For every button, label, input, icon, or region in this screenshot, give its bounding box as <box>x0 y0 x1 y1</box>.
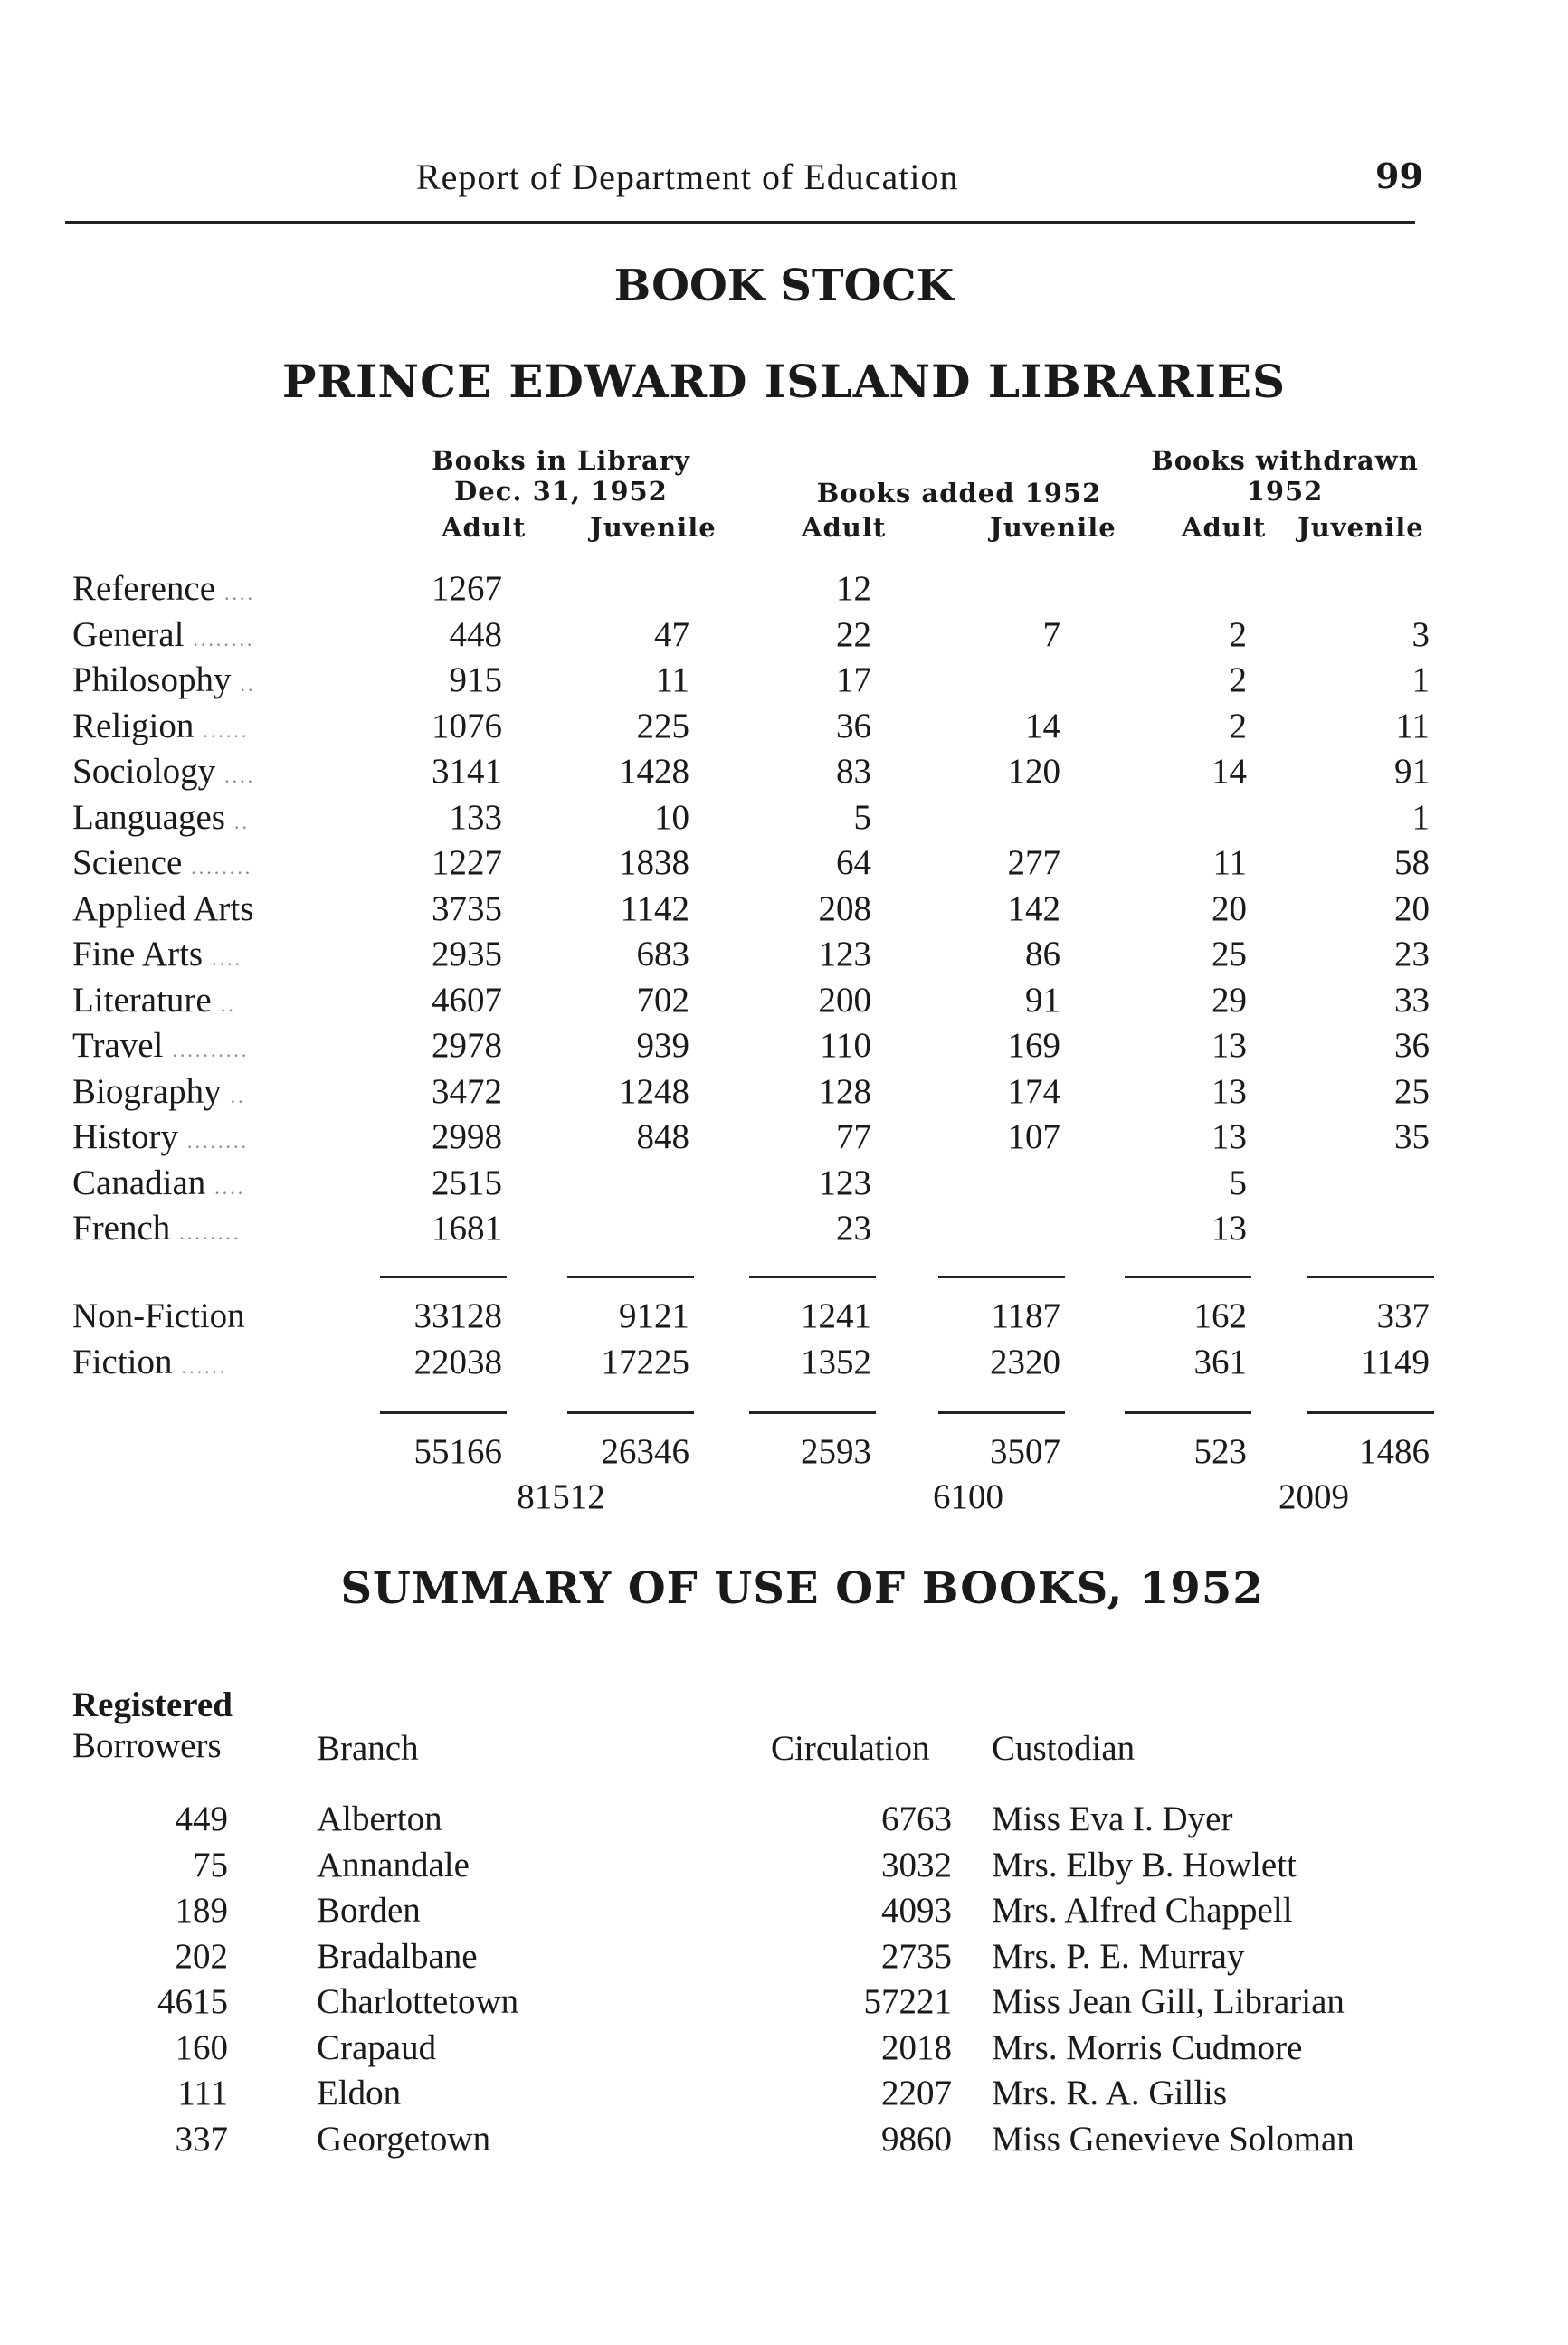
total-cell: 3507 <box>990 1432 1060 1471</box>
circulation-cell: 3032 <box>881 1845 952 1885</box>
row-category <box>72 660 256 700</box>
dot-leader: ........ <box>193 627 255 650</box>
table-cell: 174 <box>1007 1071 1060 1111</box>
table-cell: 107 <box>1007 1117 1060 1156</box>
table-row <box>0 1071 1568 1116</box>
custodian-cell: Mrs. R. A. Gillis <box>992 2074 1228 2112</box>
borrowers-cell: 75 <box>193 1845 228 1885</box>
table-row <box>0 980 1568 1025</box>
table-cell: 337 <box>1376 1296 1430 1335</box>
branch-cell: Charlottetown <box>317 1982 519 2021</box>
category-label: Non-Fiction <box>72 1296 245 1335</box>
table-cell: 9121 <box>619 1296 689 1335</box>
dot-leader: ........ <box>191 856 253 878</box>
table-cell: 1076 <box>432 706 502 745</box>
table-cell: 14 <box>1025 706 1060 745</box>
circulation-cell: 2018 <box>881 2027 952 2067</box>
category-label: Philosophy <box>72 660 232 699</box>
circulation-cell: 4093 <box>881 1891 952 1930</box>
table-cell: 1227 <box>432 843 502 882</box>
table-row <box>0 1936 1568 1981</box>
category-label: French <box>72 1209 171 1248</box>
table-row <box>0 2073 1568 2118</box>
table-cell: 2978 <box>432 1026 502 1065</box>
header-registered-borrowers: Registered Borrowers <box>72 1685 233 1765</box>
table-cell: 1267 <box>432 569 502 608</box>
total-rule <box>749 1276 876 1278</box>
table-cell: 1149 <box>1360 1342 1430 1381</box>
table-cell: 33 <box>1394 980 1430 1020</box>
dot-leader: .. <box>220 992 236 1016</box>
total-rule <box>567 1276 694 1278</box>
table-cell: 3472 <box>432 1071 502 1111</box>
table-row <box>0 1845 1568 1890</box>
category-label: Languages <box>72 797 225 837</box>
table-row <box>0 1296 1568 1341</box>
table-cell: 13 <box>1212 1117 1247 1156</box>
table-cell: 20 <box>1212 888 1247 928</box>
table-cell: 1142 <box>620 888 689 928</box>
table-cell: 13 <box>1212 1209 1247 1248</box>
table-row <box>0 1116 1568 1162</box>
borrowers-cell: 189 <box>175 1891 228 1930</box>
table-cell: 13 <box>1212 1026 1247 1065</box>
row-category <box>72 706 249 746</box>
borrowers-cell: 111 <box>177 2074 228 2112</box>
table-cell: 1248 <box>619 1071 689 1111</box>
custodian-cell: Miss Jean Gill, Librarian <box>992 1982 1345 2021</box>
dot-leader: ........ <box>179 1221 242 1244</box>
category-label: Applied Arts <box>72 888 254 928</box>
table-cell: 91 <box>1394 752 1430 791</box>
table-cell: 361 <box>1193 1342 1247 1381</box>
category-label: Science <box>72 843 183 882</box>
total-cell: 26346 <box>601 1432 689 1471</box>
table-row <box>0 660 1568 705</box>
row-category <box>72 1342 228 1382</box>
branch-cell: Borden <box>317 1891 421 1930</box>
row-category <box>72 980 236 1021</box>
sub-header-adult: Adult <box>1182 512 1267 543</box>
table-cell: 133 <box>449 797 502 837</box>
dot-leader: .... <box>224 764 256 787</box>
grand-total-cell: 2009 <box>1278 1477 1349 1516</box>
table-cell: 169 <box>1007 1026 1060 1065</box>
table-cell: 11 <box>1212 843 1247 882</box>
dot-leader: ........ <box>187 1130 249 1153</box>
branch-cell: Alberton <box>317 1799 442 1838</box>
table-cell: 3735 <box>432 888 502 928</box>
table-cell: 36 <box>1394 1026 1430 1065</box>
table-cell: 848 <box>636 1117 689 1156</box>
row-category <box>72 842 252 883</box>
table-row <box>0 614 1568 660</box>
total-rule <box>380 1411 507 1414</box>
table-cell: 1681 <box>432 1209 502 1248</box>
sub-header-adult: Adult <box>442 512 527 543</box>
dot-leader: .. <box>230 1084 246 1107</box>
table-cell: 200 <box>818 980 871 1020</box>
table-cell: 2 <box>1229 660 1247 699</box>
table-cell: 1187 <box>991 1296 1060 1335</box>
custodian-cell: Mrs. Morris Cudmore <box>992 2027 1303 2067</box>
header-circulation: Circulation <box>771 1729 930 1768</box>
totals-row <box>0 1431 1568 1476</box>
table-cell: 3 <box>1411 614 1430 654</box>
header-custodian: Custodian <box>992 1729 1136 1768</box>
total-cell: 2593 <box>801 1432 871 1471</box>
total-cell: 1486 <box>1359 1432 1430 1471</box>
section-title: BOOK STOCK <box>613 261 955 311</box>
table-cell: 77 <box>836 1117 871 1156</box>
table-cell: 86 <box>1025 935 1060 973</box>
category-label: Canadian <box>72 1163 206 1202</box>
row-category <box>72 1116 249 1157</box>
table-row <box>0 1799 1568 1844</box>
table-cell: 683 <box>636 935 689 973</box>
table-cell: 162 <box>1193 1296 1247 1335</box>
table-cell: 58 <box>1394 843 1430 882</box>
total-rule <box>938 1411 1065 1414</box>
category-label: History <box>72 1117 178 1156</box>
table-cell: 22038 <box>413 1342 502 1381</box>
category-label: Fiction <box>72 1342 173 1381</box>
table-cell: 110 <box>819 1026 871 1065</box>
custodian-cell: Miss Genevieve Soloman <box>992 2119 1354 2159</box>
row-category <box>72 751 255 792</box>
custodian-cell: Mrs. Elby B. Howlett <box>992 1845 1297 1885</box>
section-subtitle: PRINCE EDWARD ISLAND LIBRARIES <box>281 355 1287 408</box>
table-row <box>0 2027 1568 2073</box>
table-row <box>0 1981 1568 2027</box>
table-cell: 36 <box>836 706 871 745</box>
table-cell: 23 <box>836 1209 871 1248</box>
circulation-cell: 2207 <box>881 2074 952 2112</box>
table-row <box>0 1163 1568 1208</box>
custodian-cell: Miss Eva I. Dyer <box>992 1799 1233 1838</box>
table-row <box>0 934 1568 979</box>
borrowers-cell: 337 <box>175 2119 228 2159</box>
total-rule <box>938 1276 1065 1278</box>
row-category <box>72 1071 246 1112</box>
table-cell: 33128 <box>413 1296 502 1335</box>
borrowers-cell: 449 <box>175 1799 228 1838</box>
table-row <box>0 1208 1568 1253</box>
grand-total-cell: 6100 <box>933 1477 1003 1516</box>
category-label: Travel <box>72 1026 164 1065</box>
table-cell: 1352 <box>801 1342 871 1381</box>
table-cell: 702 <box>636 980 689 1020</box>
table-cell: 120 <box>1007 752 1060 791</box>
table-row <box>0 706 1568 751</box>
table-cell: 2935 <box>432 935 502 973</box>
category-label: Biography <box>72 1071 222 1111</box>
total-rule <box>1307 1276 1434 1278</box>
table-row <box>0 2119 1568 2164</box>
table-cell: 7 <box>1042 614 1060 654</box>
table-cell: 915 <box>449 660 502 699</box>
table-row <box>0 842 1568 888</box>
row-category <box>72 797 250 838</box>
category-label: Sociology <box>72 752 216 791</box>
table-row <box>0 1342 1568 1387</box>
table-cell: 2 <box>1229 614 1247 654</box>
dot-leader: .... <box>212 947 243 970</box>
category-label: Fine Arts <box>72 935 204 973</box>
row-category <box>72 1025 249 1066</box>
table-cell: 91 <box>1025 980 1060 1020</box>
total-rule <box>1125 1411 1251 1414</box>
table-cell: 25 <box>1394 1071 1430 1111</box>
table-cell: 14 <box>1212 752 1247 791</box>
table-cell: 1 <box>1411 797 1430 837</box>
circulation-cell: 6763 <box>881 1799 952 1838</box>
row-category <box>72 1163 245 1203</box>
category-label: Literature <box>72 980 212 1020</box>
table-cell: 22 <box>836 614 871 654</box>
row-category <box>72 1296 245 1336</box>
header-books-withdrawn: Books withdrawn 1952 <box>1151 445 1419 507</box>
circulation-cell: 57221 <box>863 1982 952 2021</box>
table-cell: 83 <box>836 752 871 791</box>
table-cell: 2320 <box>990 1342 1060 1381</box>
table-row <box>0 888 1568 934</box>
sub-header-juvenile: Juvenile <box>590 512 717 543</box>
table-cell: 11 <box>655 660 689 699</box>
running-head: Report of Department of Education <box>416 157 959 197</box>
total-rule <box>749 1411 876 1414</box>
dot-leader: ...... <box>181 1354 228 1378</box>
dot-leader: .. <box>240 673 256 696</box>
table-cell: 64 <box>836 843 871 882</box>
table-cell: 20 <box>1394 888 1430 928</box>
table-row <box>0 797 1568 842</box>
dot-leader: .... <box>224 582 256 604</box>
table-row <box>0 751 1568 796</box>
total-cell: 55166 <box>413 1432 502 1471</box>
row-category <box>72 1208 241 1248</box>
grand-totals-row <box>0 1476 1568 1522</box>
table-cell: 17225 <box>601 1342 689 1381</box>
table-cell: 939 <box>636 1026 689 1065</box>
table-cell: 1 <box>1411 660 1430 699</box>
table-cell: 128 <box>818 1071 871 1111</box>
borrowers-cell: 4615 <box>157 1982 228 2021</box>
borrowers-cell: 160 <box>175 2027 228 2067</box>
total-cell: 523 <box>1193 1432 1247 1471</box>
table-cell: 3141 <box>432 752 502 791</box>
table-cell: 2 <box>1229 706 1247 745</box>
sub-header-adult: Adult <box>802 512 887 543</box>
total-rule <box>567 1411 694 1414</box>
row-category <box>72 934 242 974</box>
table-cell: 1241 <box>801 1296 871 1335</box>
total-rule <box>1125 1276 1251 1278</box>
table-cell: 17 <box>836 660 871 699</box>
category-label: Reference <box>72 569 216 608</box>
sub-header-juvenile: Juvenile <box>990 512 1117 543</box>
branch-cell: Georgetown <box>317 2119 491 2159</box>
header-branch: Branch <box>317 1729 419 1768</box>
table-cell: 5 <box>1229 1163 1247 1202</box>
table-row <box>0 1890 1568 1935</box>
row-category <box>72 614 254 655</box>
header-books-in-library: Books in Library Dec. 31, 1952 <box>432 445 690 507</box>
borrowers-cell: 202 <box>175 1936 228 1976</box>
dot-leader: .......... <box>172 1039 250 1061</box>
total-rule <box>1307 1411 1434 1414</box>
branch-cell: Crapaud <box>317 2027 437 2067</box>
table-cell: 123 <box>818 935 871 973</box>
table-cell: 35 <box>1394 1117 1430 1156</box>
table-row <box>0 1025 1568 1070</box>
table-cell: 225 <box>636 706 689 745</box>
table-cell: 10 <box>654 797 689 837</box>
circulation-cell: 2735 <box>881 1936 952 1976</box>
dot-leader: .... <box>214 1175 246 1199</box>
category-label: General <box>72 614 185 654</box>
table-cell: 4607 <box>432 980 502 1020</box>
table-cell: 23 <box>1394 935 1430 973</box>
custodian-cell: Mrs. P. E. Murray <box>992 1936 1245 1976</box>
row-category <box>72 888 253 929</box>
branch-cell: Eldon <box>317 2074 402 2112</box>
table-row <box>0 568 1568 613</box>
table-cell: 142 <box>1007 888 1060 928</box>
row-category <box>72 568 255 609</box>
table-cell: 277 <box>1007 843 1060 882</box>
branch-cell: Bradalbane <box>317 1936 478 1976</box>
table-cell: 12 <box>836 569 871 608</box>
summary-title: SUMMARY OF USE OF BOOKS, 1952 <box>340 1563 1264 1614</box>
page-number: 99 <box>1375 156 1423 196</box>
circulation-cell: 9860 <box>881 2119 952 2159</box>
table-cell: 47 <box>654 614 689 654</box>
dot-leader: ...... <box>203 718 250 742</box>
grand-total-cell: 81512 <box>517 1477 605 1516</box>
table-cell: 123 <box>818 1163 871 1202</box>
branch-cell: Annandale <box>317 1845 470 1885</box>
custodian-cell: Mrs. Alfred Chappell <box>992 1891 1293 1930</box>
table-cell: 5 <box>853 797 871 837</box>
table-cell: 25 <box>1212 935 1247 973</box>
category-label: Religion <box>72 706 195 745</box>
table-cell: 208 <box>818 888 871 928</box>
header-books-added: Books added 1952 <box>816 478 1102 508</box>
dot-leader: .. <box>233 810 250 833</box>
table-cell: 29 <box>1212 980 1247 1020</box>
table-cell: 2998 <box>432 1117 502 1156</box>
table-cell: 1428 <box>619 752 689 791</box>
table-cell: 1838 <box>619 843 689 882</box>
table-cell: 448 <box>449 614 502 654</box>
total-rule <box>380 1276 507 1278</box>
table-cell: 2515 <box>432 1163 502 1202</box>
table-cell: 11 <box>1395 706 1430 745</box>
header-rule <box>65 221 1415 224</box>
sub-header-juvenile: Juvenile <box>1297 512 1424 543</box>
table-cell: 13 <box>1212 1071 1247 1111</box>
